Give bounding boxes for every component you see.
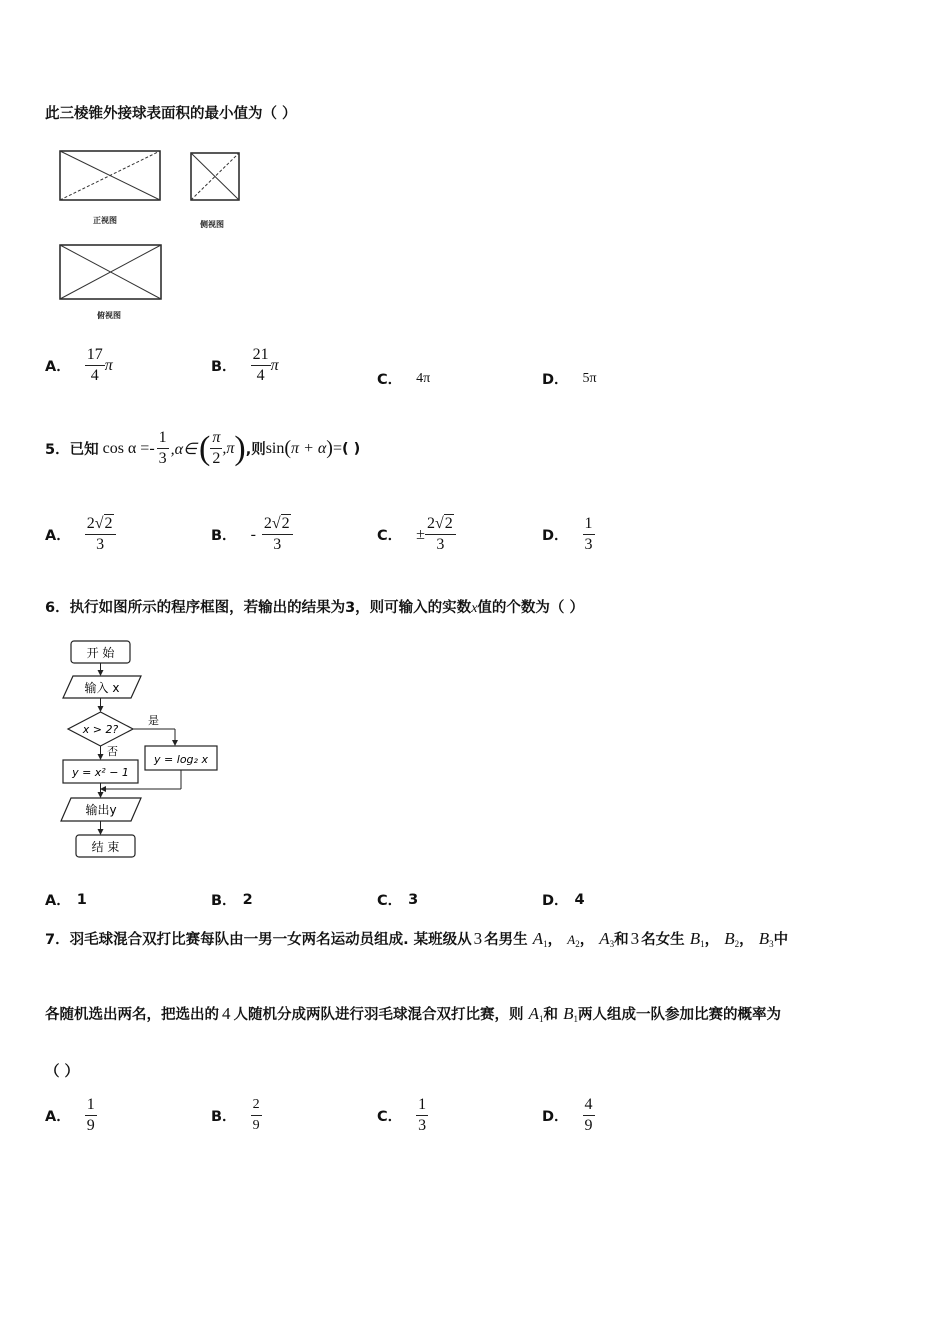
program-flowchart (55, 635, 235, 865)
start-text: 开 始 (86, 646, 115, 660)
fraction: $\frac{21}{4}$ (252, 346, 269, 384)
yes-label: 是 (148, 714, 159, 727)
q5-stem: 5． 已知 cos α =- $\frac{1}{3}$ ,α∈ ( $\frac{\pi}{2}$ ,π ) ,则 sin ( π + α ) = ( ) (45, 429, 361, 467)
q5-option-d[interactable]: D． $\frac{1}{3}$ (542, 515, 593, 553)
no-label: 否 (107, 745, 118, 758)
fraction: $\frac{17}{4}$ (86, 346, 103, 384)
output-text: 输出y (85, 803, 117, 817)
fraction: $\frac{2}{9}$ (252, 1097, 260, 1133)
q6-option-d[interactable]: D． 4 (542, 891, 585, 909)
side-view-label: 侧视图 (200, 220, 224, 229)
q5-option-b[interactable]: B． - $\frac{2√2}{3}$ (211, 514, 293, 555)
end-text: 结 束 (91, 840, 120, 854)
q4-stem: 此三棱锥外接球表面积的最小值为（ ） (45, 106, 297, 122)
top-view-label: 俯视图 (97, 311, 121, 320)
q7-option-c[interactable]: C． $\frac{1}{3}$ (377, 1096, 427, 1134)
q7-line1: 7．羽毛球混合双打比赛每队由一男一女两名运动员组成. 某班级从 3 名男生 $A_1$， $A_2$， $A_3$和 3 名女生 $B_1$， $B_2$， $B_3$中 (45, 929, 789, 949)
fraction: $\frac{4}{9}$ (584, 1096, 593, 1134)
q7-line2: 各随机选出两名，把选出的 4 人随机分成两队进行羽毛球混合双打比赛，则 $A_1$和 $B_1$两人组成一队参加比赛的概率为 (45, 1004, 781, 1024)
q4-option-c[interactable]: C． 4π (377, 370, 431, 388)
fraction: $\frac{2√2}{3}$ (262, 514, 293, 555)
q6-option-b[interactable]: B． 2 (211, 891, 253, 909)
q7-line3: （ ） (45, 1064, 80, 1080)
q5-option-a[interactable]: A． $\frac{2√2}{3}$ (45, 514, 116, 555)
fraction: $\frac{1}{3}$ (584, 515, 593, 553)
q7-option-a[interactable]: A． $\frac{1}{9}$ (45, 1096, 95, 1134)
square-text: y = x² − 1 (72, 766, 129, 779)
q4-option-a[interactable]: A． $\frac{17}{4}$ π (45, 346, 113, 384)
log-text: y = log₂ x (154, 753, 208, 766)
fraction: $\frac{2√2}{3}$ (425, 514, 456, 555)
three-view-figure (55, 145, 255, 325)
top-view (60, 245, 161, 299)
condition-text: x > 2? (82, 723, 119, 736)
q7-option-b[interactable]: B． $\frac{2}{9}$ (211, 1095, 262, 1136)
q6-option-c[interactable]: C． 3 (377, 891, 419, 909)
q4-option-b[interactable]: B． $\frac{21}{4}$ π (211, 346, 279, 384)
q6-stem: 6．执行如图所示的程序框图，若输出的结果为3，则可输入的实数x值的个数为（ ） (45, 600, 584, 616)
fraction: $\frac{1}{9}$ (86, 1096, 95, 1134)
side-view (191, 153, 239, 200)
q4-option-d[interactable]: D． 5π (542, 370, 597, 388)
fraction: $\frac{2√2}{3}$ (85, 514, 116, 555)
front-view-label: 正视图 (93, 216, 117, 225)
input-text: 输入 x (84, 681, 120, 695)
front-view (60, 151, 160, 200)
q6-option-a[interactable]: A． 1 (45, 891, 87, 909)
fraction: $\frac{1}{3}$ (418, 1096, 427, 1134)
q7-option-d[interactable]: D． $\frac{4}{9}$ (542, 1096, 593, 1134)
q5-option-c[interactable]: C． ± $\frac{2√2}{3}$ (377, 514, 456, 555)
